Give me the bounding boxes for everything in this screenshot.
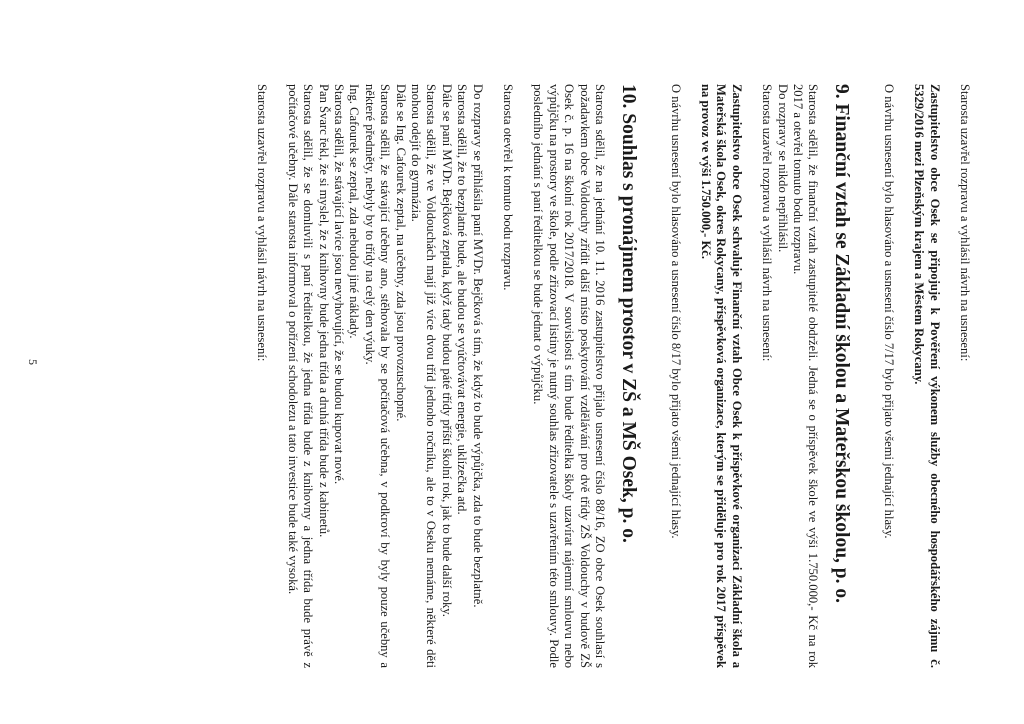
- section-9-line: Starosta uzavřel rozpravu a vyhlásil návrh na usnesení:: [760, 84, 775, 362]
- vote-result-7: O návrhu usnesení bylo hlasováno a usnesení číslo 7/17 bylo přijato všemi jednající hlasy.: [881, 84, 896, 539]
- debate-line: Starosta sdělil, že stávající učebny ano, stěhovala by se počítačová učebna, v podkroví by byly pouze učebny a některé předměty, nebyly by to třídy na celý den výuky.: [362, 84, 393, 668]
- resolution-8: Zastupitelstvo obce Osek schvaluje Finanční vztah Obce Osek k příspěvkové organizaci Základní škola a Mateřská škola Osek, okres Rokycany, příspěvková organizace, kterým se přiděluje pro rok 2017 příspěvek na provoz ve výši 1.750.000,- Kč.: [698, 84, 744, 668]
- debate-line: Ing. Cafourek se zeptal, zda nebudou jiné náklady.: [347, 84, 362, 339]
- resolution-7: Zastupitelstvo obce Osek se připojuje k Pověření výkonem služby obecného hospodářského zájmu č. 5329/2016 mezi Plzeňským krajem a Městem Rokycany.: [912, 84, 942, 668]
- section-9-line: Starosta sdělil, že finanční vztah zastupitelé obdrželi. Jedná se o příspěvek škole ve výši 1.750.000,- Kč na rok 2017 a otevřel tomuto bodu rozpravu.: [790, 84, 821, 668]
- debate-line: Starosta sdělil, že se domluvili s paní ředitelkou, že jedna třída bude z knihovny a jedna třída bude právě z počítačové učebny. Dále starosta informoval o pořízení schodolezu a tato investice bude také vysoká.: [285, 84, 316, 668]
- section-10-intro: Starosta sdělil, že na jednání 10. 11. 2016 zastupitelstvo přijalo usnesení číslo 88/16, ZO obce Osek souhlasí s požadavkem obce Voldouchy zřídit další místo poskytování vzdělávání pro dvě třídy ZŠ Voldouchy v budově ZŠ Osek č. p. 16 na školní rok 2017/2018. V souvislosti s tím bude ředitelka školy uzavírat nájemní smlouvu nebo výpůjčku na prostory ve škole, podle zřizovací listiny je nutný souhlas zřizovatele s uzavřením této smlouvy. Podle posledního jednání s paní ředitelkou se bude jednat o výpůjčku.: [531, 84, 608, 668]
- vote-result-8: O návrhu usnesení bylo hlasováno a usnesení číslo 8/17 bylo přijato všemi jednající hlasy.: [668, 84, 683, 539]
- debate-line: Starosta sdělil, že to bezplatné bude, ale budou se vyúčtovávat energie, uklízečka atd.: [455, 84, 470, 515]
- closing-statement: Starosta uzavřel rozpravu a vyhlásil návrh na usnesení:: [958, 84, 972, 362]
- debate-line: Starosta sdělil, že stávající lavice jsou nevyhovující, že se budou kupovat nové.: [332, 84, 347, 485]
- debate-line: Starosta sdělil, že ve Voldouchách mají již více dvou tříd jednoho ročníku, ale to v Oseku nemáme, některé děti mohou odejít do gymnázia.: [409, 84, 439, 668]
- debate-line: Dále se paní MVDr. Bejčková zeptala, když tady budou páté třídy příští školní rok, jak to bude další roky.: [439, 84, 454, 617]
- debate-line: Pan Švarc řekl, že si myslel, že z knihovny bude jedna třída a druhá třída bude z kabinetů.: [316, 84, 331, 538]
- page-number: 5: [26, 359, 40, 365]
- debate-line: Do rozpravy se přihlásila paní MVDr. Bejčková s tím, že když to bude výpůjčka, zda to bude bezplatně.: [470, 84, 485, 608]
- section-10-open-debate: Starosta otevřel k tomuto bodu rozpravu.: [501, 84, 516, 291]
- section-10-debate: [284, 84, 484, 668]
- section-9-discussion: [759, 84, 821, 668]
- document-content: [254, 84, 972, 668]
- section-9-heading: 9. Finanční vztah se Základní školou a Mateřskou školou, p. o.: [831, 84, 853, 604]
- section-10-heading: 10. Souhlas s pronájmem prostor v ZŠ a MŠ Osek, p. o.: [618, 84, 640, 543]
- section-9-line: Do rozpravy se nikdo nepřihlásil.: [775, 84, 790, 253]
- debate-line: Dále se Ing. Cafourek zeptal, na učebny, zda jsou provozuschopné.: [393, 84, 408, 422]
- section-10-closing: Starosta uzavřel rozpravu a vyhlásil návrh na usnesení:: [255, 84, 270, 362]
